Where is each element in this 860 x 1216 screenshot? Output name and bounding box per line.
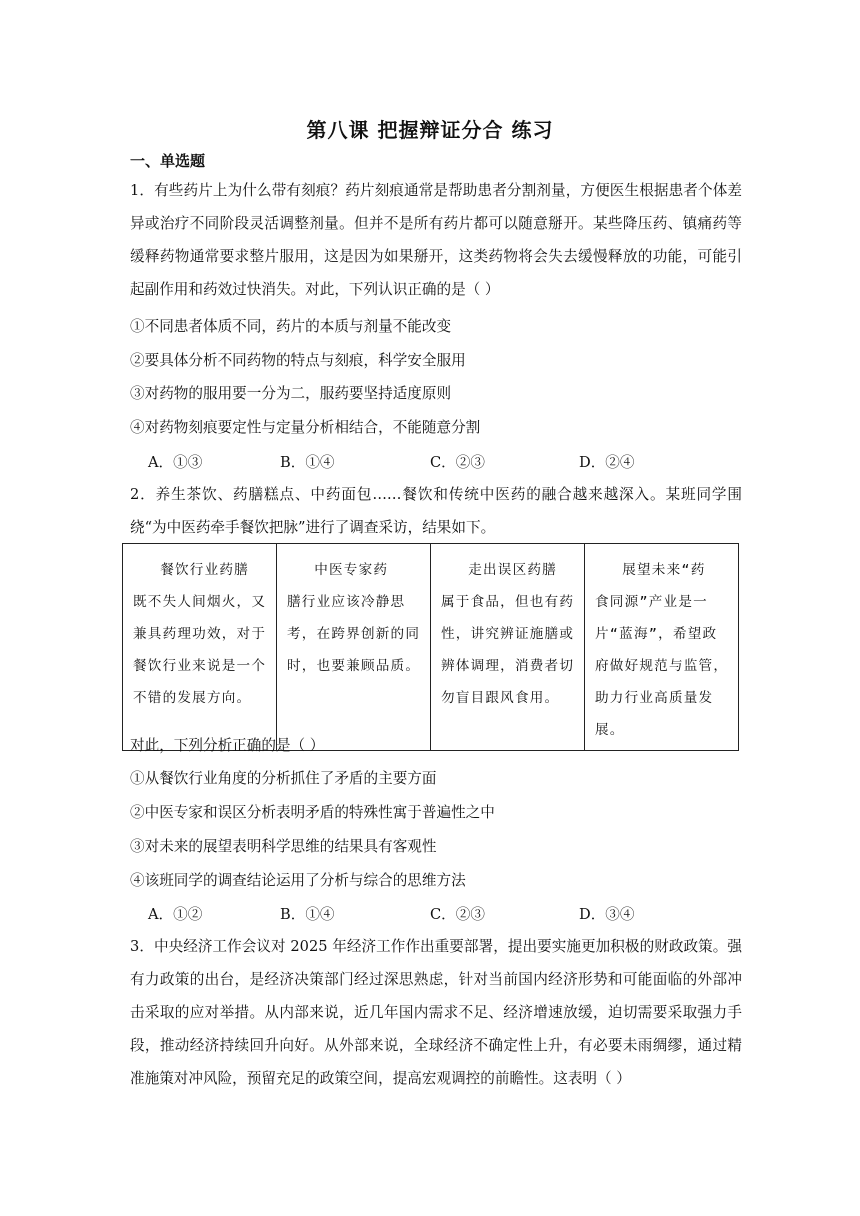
question-2-item: ②中医专家和误区分析表明矛盾的特殊性寓于普遍性之中 (130, 804, 495, 821)
survey-cell-body: 属于食品，但也有药性，讲究辨证施膳或辨体调理，消费者切勿盲目跟风食用。 (441, 594, 575, 706)
question-2-item: ①从餐饮行业角度的分析抓住了矛盾的主要方面 (130, 770, 437, 787)
option-a[interactable]: A．①② (148, 906, 203, 923)
survey-cell (431, 544, 585, 751)
option-d[interactable]: D．③④ (579, 906, 635, 923)
survey-cell (277, 544, 431, 751)
survey-cell-head: 展望未来“药 (622, 562, 706, 578)
survey-cell-head: 走出误区药膳 (468, 562, 557, 578)
option-c[interactable]: C．②③ (430, 906, 485, 923)
question-2-options (148, 903, 708, 923)
survey-table (122, 543, 739, 751)
survey-cell-body: 食同源”产业是一片“蓝海”，希望政府做好规范与监管，助力行业高质量发展。 (595, 594, 729, 738)
question-2-stem: 2．养生茶饮、药膳糕点、中药面包……餐饮和传统中医药的融合越来越深入。某班同学围绕“为中医药牵手餐饮把脉”进行了调查采访，结果如下。 (130, 486, 742, 536)
question-1-item: ①不同患者体质不同，药片的本质与剂量不能改变 (130, 318, 452, 335)
option-b[interactable]: B．①④ (280, 454, 335, 471)
section-heading: 一、单选题 (130, 152, 206, 170)
option-d[interactable]: D．②④ (579, 454, 635, 471)
survey-cell-body: 既不失人间烟火，又兼具药理功效，对于餐饮行业来说是一个不错的发展方向。 (133, 594, 267, 706)
question-1-item: ③对药物的服用要一分为二，服药要坚持适度原则 (130, 385, 452, 402)
question-1-options (148, 451, 708, 471)
survey-cell (585, 544, 739, 751)
question-1-item: ④对药物刻痕要定性与定量分析相结合，不能随意分割 (130, 419, 481, 436)
question-1-item: ②要具体分析不同药物的特点与刻痕，科学安全服用 (130, 352, 466, 369)
option-a[interactable]: A．①③ (148, 454, 203, 471)
question-3-stem: 3．中央经济工作会议对 2025 年经济工作作出重要部署，提出要实施更加积极的财政政策。强有力政策的出台，是经济决策部门经过深思熟虑，针对当前国内经济形势和可能面临的外部冲击采取的应对举措。从内部来说，近几年国内需求不足、经济增速放缓，迫切需要采取强力手段，推动经济持续回升向好。从外部来说，全球经济不确定性上升，有必要未雨绸缪，通过精准施策对冲风险，预留充足的政策空间，提高宏观调控的前瞻性。这表明（ ） (130, 938, 742, 1087)
option-c[interactable]: C．②③ (430, 454, 485, 471)
question-2-item: ④该班同学的调查结论运用了分析与综合的思维方法 (130, 872, 466, 889)
page-title: 第八课 把握辩证分合 练习 (306, 118, 554, 142)
survey-cell (123, 544, 277, 751)
survey-cell-body: 膳行业应该冷静思考，在跨界创新的同时，也要兼顾品质。 (287, 594, 421, 674)
survey-cell-head: 餐饮行业药膳 (160, 562, 249, 578)
option-b[interactable]: B．①④ (280, 906, 335, 923)
survey-cell-head: 中医专家药 (314, 562, 389, 578)
question-2-item: ③对未来的展望表明科学思维的结果具有客观性 (130, 838, 437, 855)
question-2-prompt: 对此，下列分析正确的是（ ） (130, 737, 325, 754)
question-1-stem: 1．有些药片上为什么带有刻痕？药片刻痕通常是帮助患者分割剂量，方便医生根据患者个体差异或治疗不同阶段灵活调整剂量。但并不是所有药片都可以随意掰开。某些降压药、镇痛药等缓释药物通常要求整片服用，这是因为如果掰开，这类药物将会失去缓慢释放的功能，可能引起副作用和药效过快消失。对此，下列认识正确的是（ ） (130, 182, 742, 298)
